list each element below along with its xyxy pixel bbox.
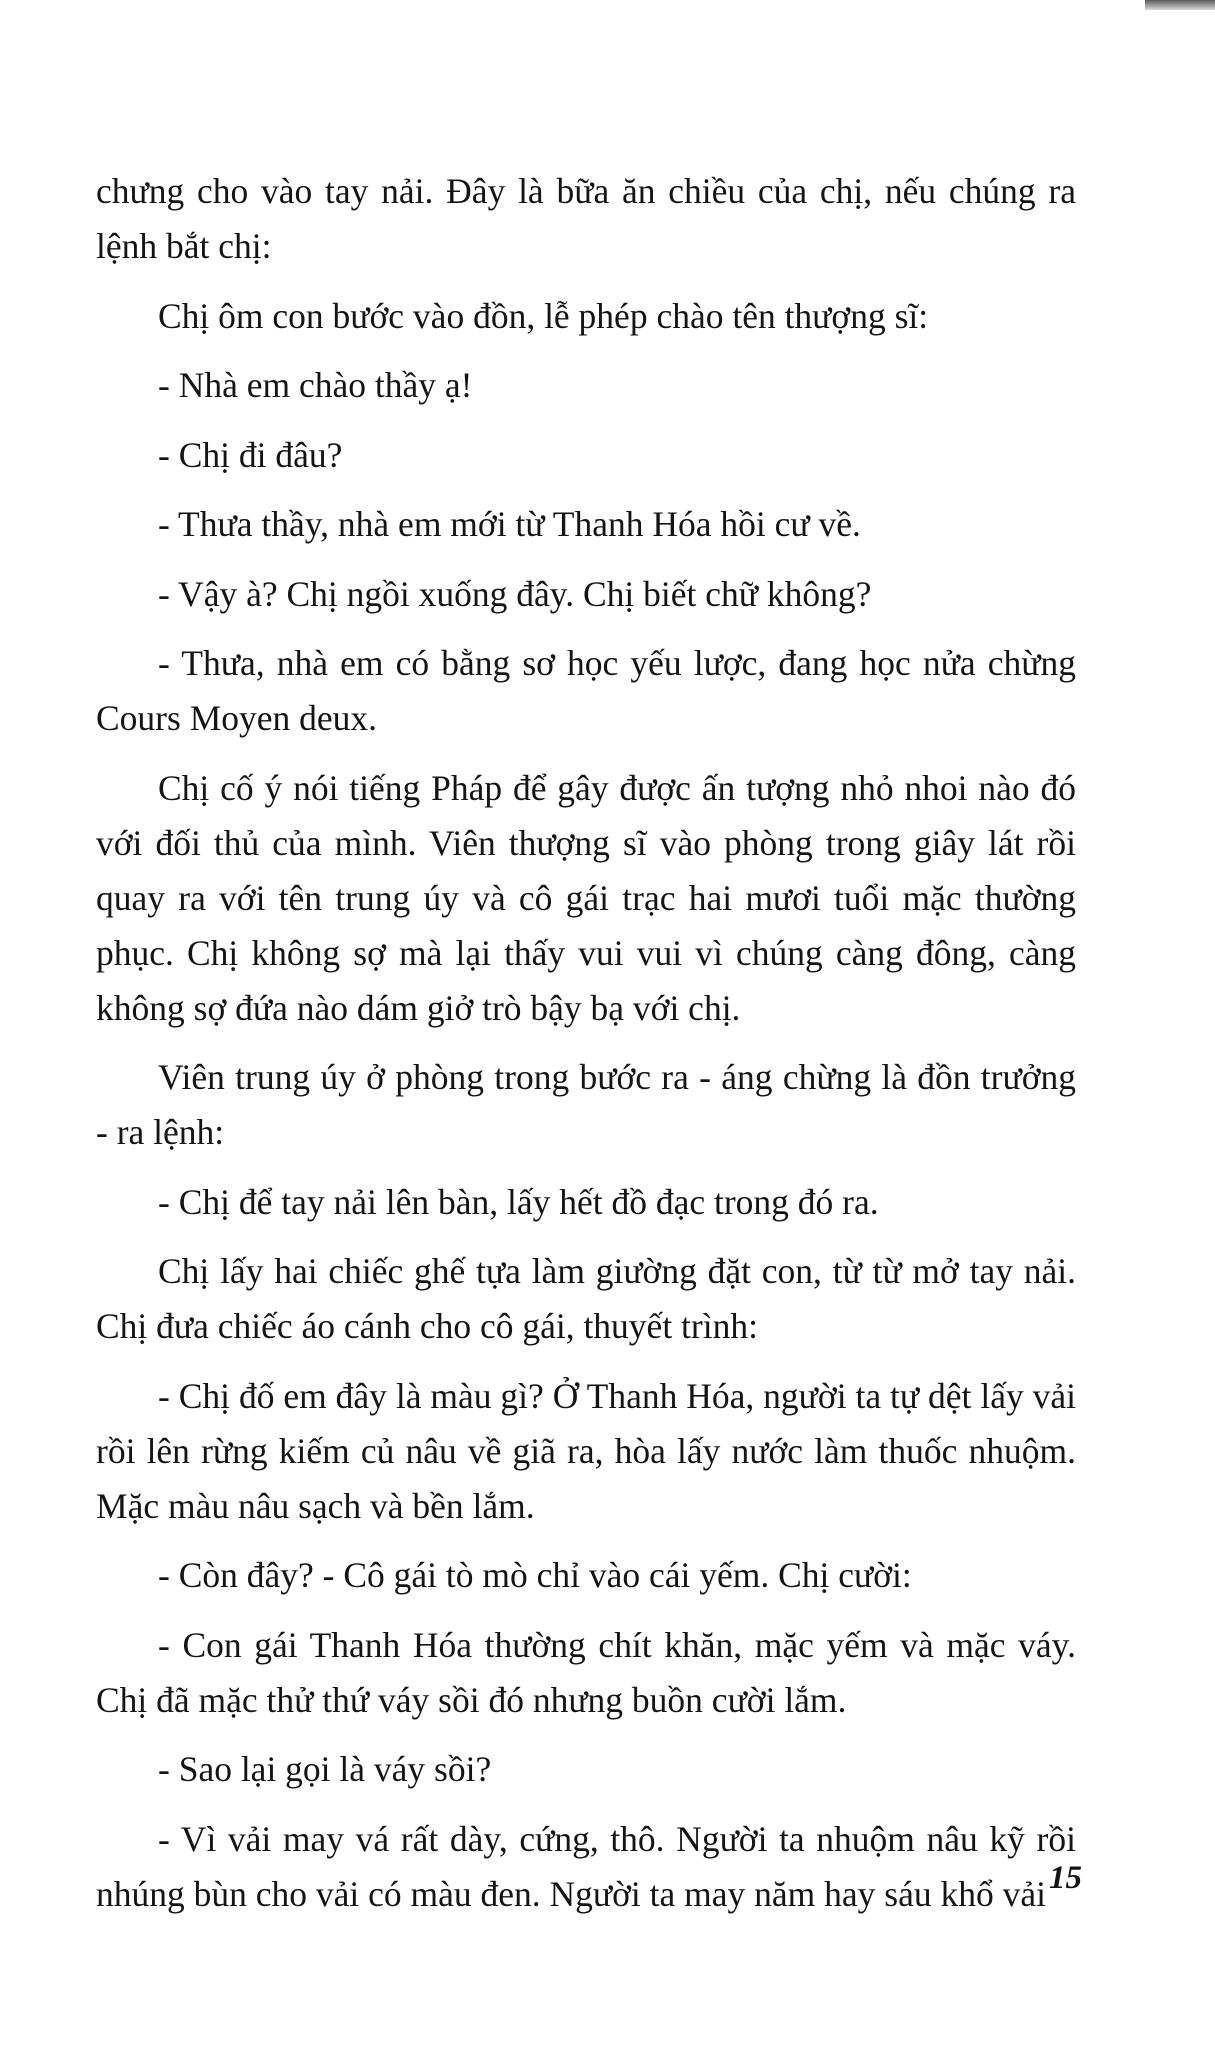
paragraph: Viên trung úy ở phòng trong bước ra - áng chừng là đồn trưởng - ra lệnh:	[96, 1057, 1076, 1152]
dialogue-line: - Còn đây? - Cô gái tò mò chỉ vào cái yếm. Chị cười:	[158, 1555, 912, 1595]
dialogue-line: - Nhà em chào thầy ạ!	[158, 365, 473, 405]
dialogue-line: - Con gái Thanh Hóa thường chít khăn, mặc yếm và mặc váy. Chị đã mặc thử thứ váy sồi đó nhưng buồn cười lắm.	[96, 1624, 1076, 1720]
body-text	[96, 164, 1076, 1936]
dialogue-line: - Chị để tay nải lên bàn, lấy hết đồ đạc trong đó ra.	[158, 1181, 879, 1222]
scan-edge-shadow	[1145, 0, 1215, 10]
paragraph: chưng cho vào tay nải. Đây là bữa ăn chiều của chị, nếu chúng ra lệnh bắt chị:	[96, 171, 1076, 266]
dialogue-line: - Vì vải may vá rất dày, cứng, thô. Người ta nhuộm nâu kỹ rồi nhúng bùn cho vải có màu đen. Người ta may năm hay sáu khổ vải	[96, 1818, 1076, 1914]
dialogue-line: - Vậy à? Chị ngồi xuống đây. Chị biết chữ không?	[158, 573, 872, 614]
paragraph: Chị ôm con bước vào đồn, lễ phép chào tên thượng sĩ:	[158, 295, 929, 336]
dialogue-line: - Thưa thầy, nhà em mới từ Thanh Hóa hồi cư về.	[158, 504, 861, 544]
paragraph: Chị cố ý nói tiếng Pháp để gây được ấn tượng nhỏ nhoi nào đó với đối thủ của mình. Viên thượng sĩ vào phòng trong giây lát rồi quay ra với tên trung úy và cô gái trạc hai mươi tuổi mặc thường phục. Chị không sợ mà lại thấy vui vui vì chúng càng đông, càng không sợ đứa nào dám giở trò bậy bạ với chị.	[96, 767, 1076, 1028]
dialogue-line: - Chị đố em đây là màu gì? Ở Thanh Hóa, người ta tự dệt lấy vải rồi lên rừng kiếm củ nâu về giã ra, hòa lấy nước làm thuốc nhuộm. Mặc màu nâu sạch và bền lắm.	[96, 1375, 1076, 1526]
dialogue-line: - Chị đi đâu?	[158, 434, 343, 475]
page-number: 15	[1049, 1860, 1082, 1896]
dialogue-line: - Sao lại gọi là váy sồi?	[158, 1749, 492, 1789]
paragraph: Chị lấy hai chiếc ghế tựa làm giường đặt con, từ từ mở tay nải. Chị đưa chiếc áo cánh cho cô gái, thuyết trình:	[96, 1251, 1076, 1346]
dialogue-line: - Thưa, nhà em có bằng sơ học yếu lược, đang học nửa chừng Cours Moyen deux.	[96, 643, 1076, 738]
